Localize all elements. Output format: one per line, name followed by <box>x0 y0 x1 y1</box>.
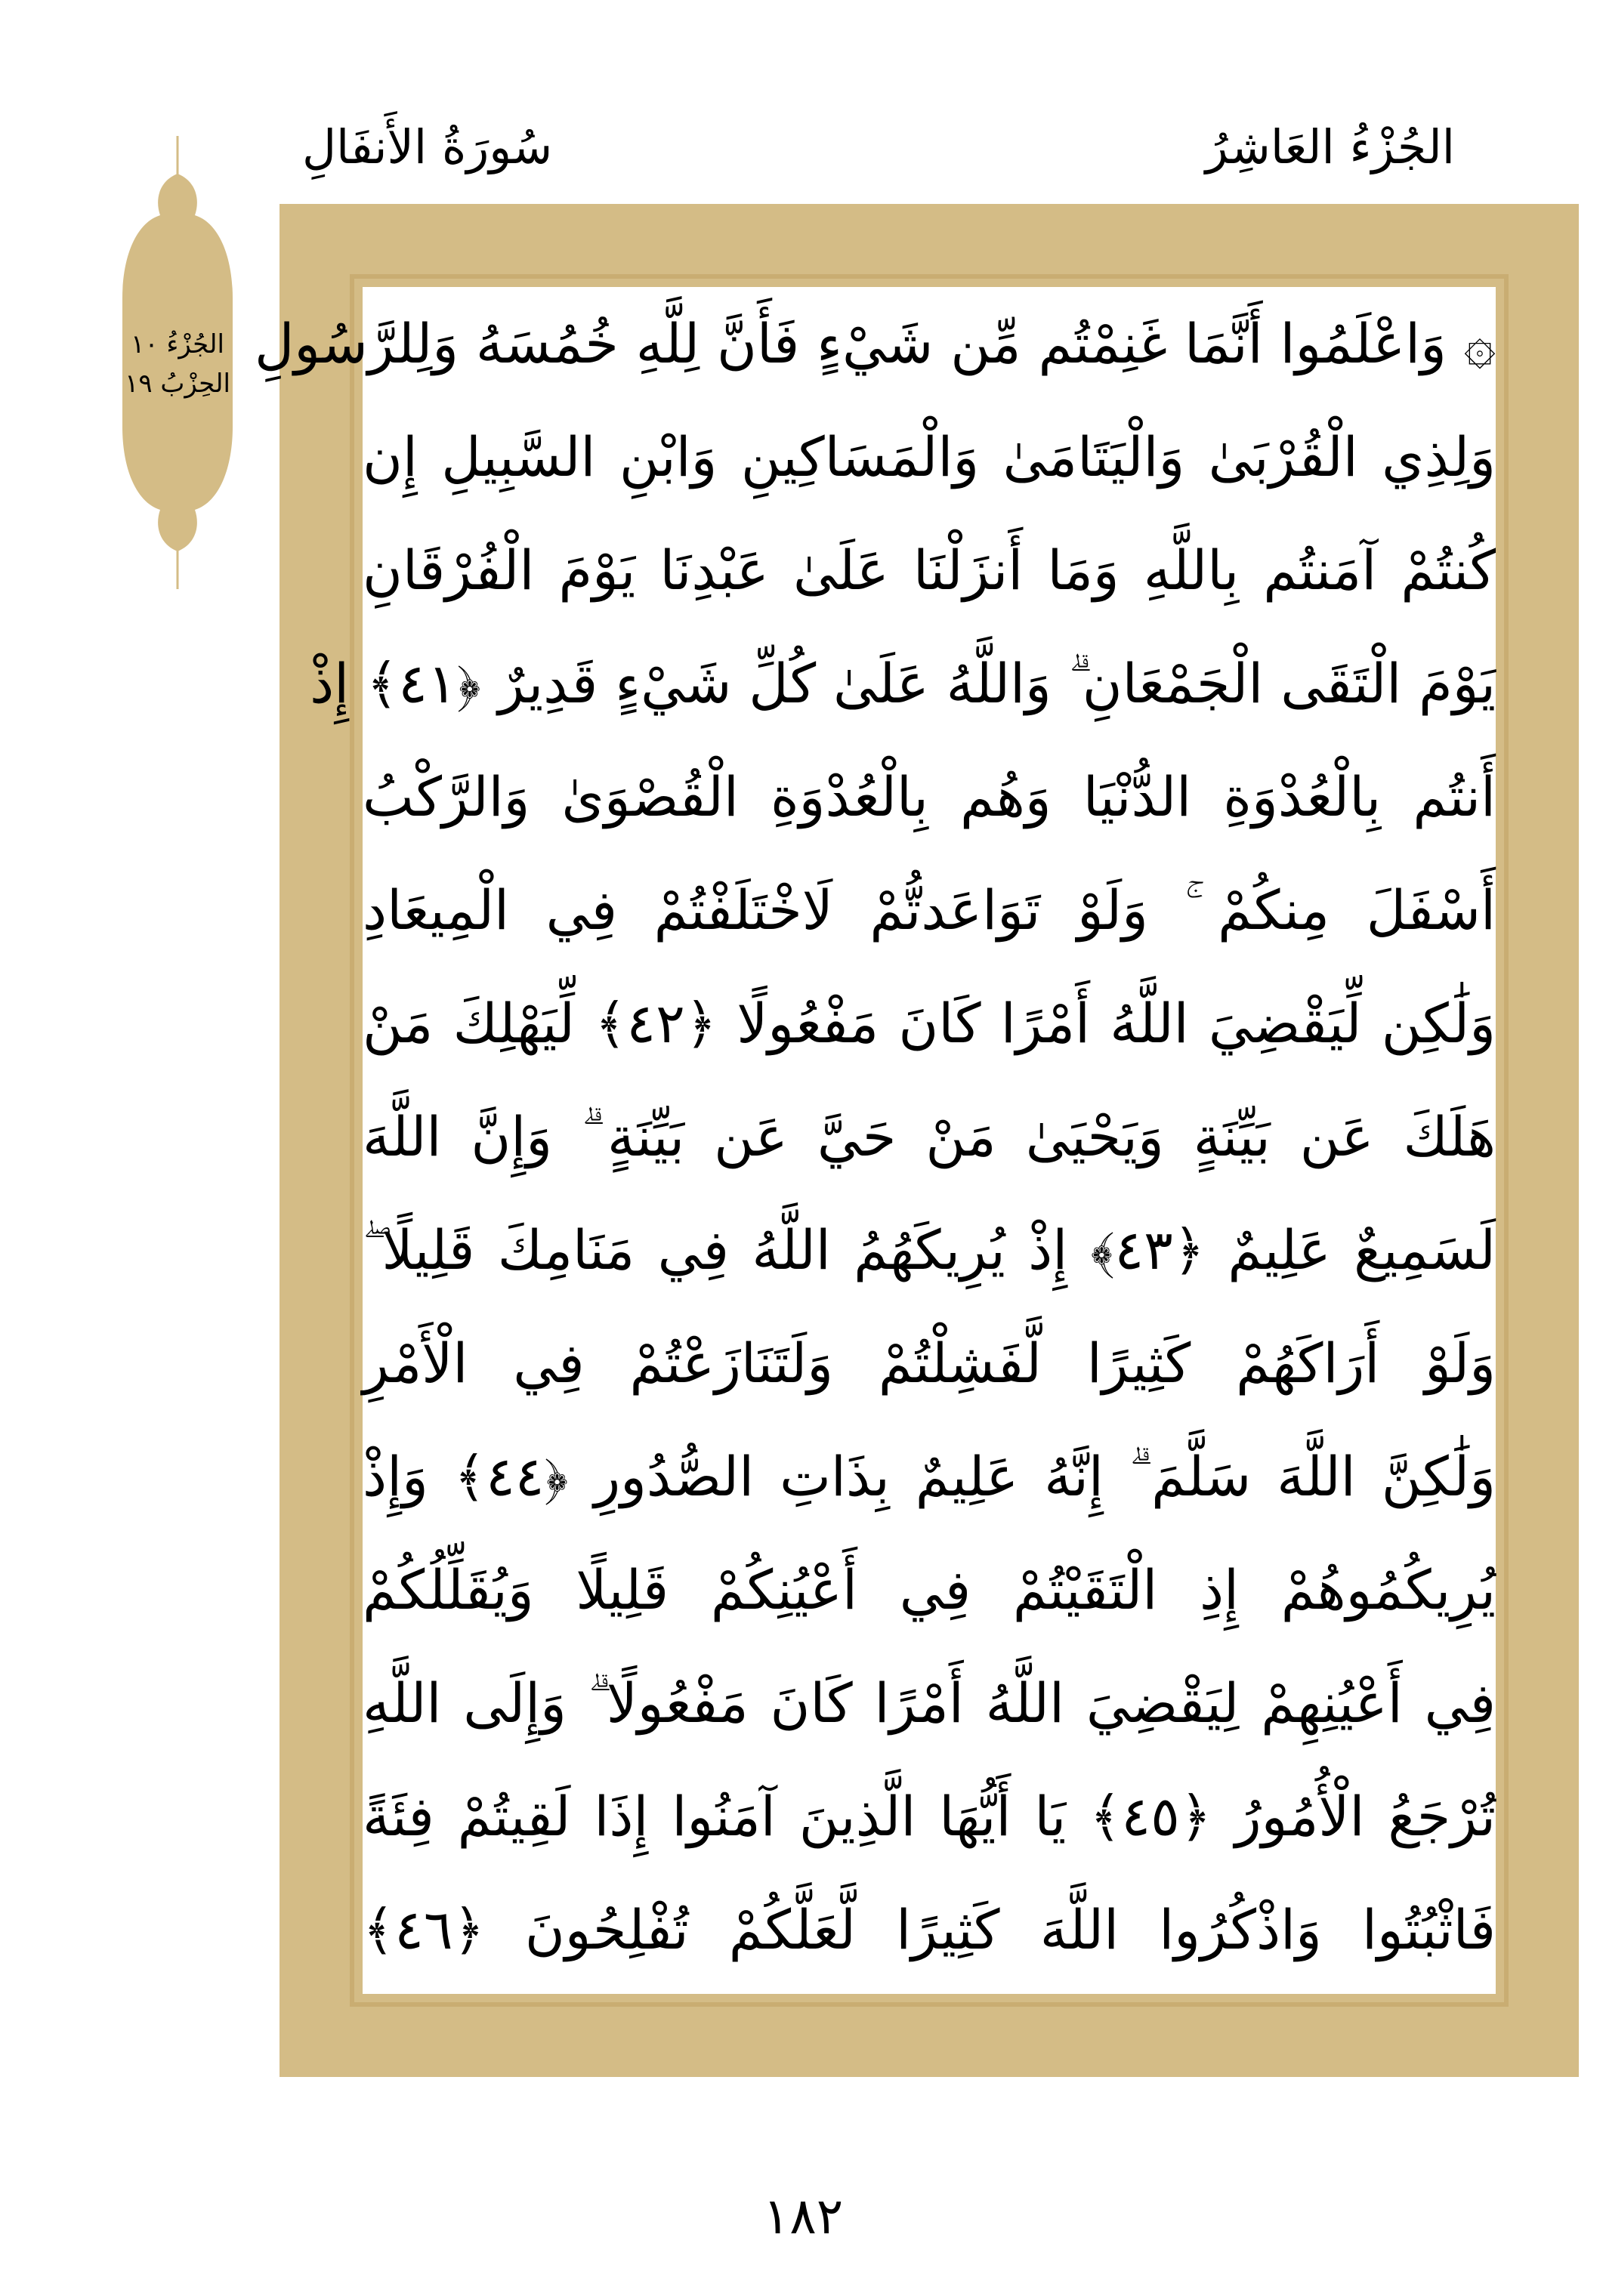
juz-hizb-label <box>113 325 242 403</box>
quran-text-block <box>254 287 1496 1994</box>
surah-title: سُورَةُ الأَنفَالِ <box>302 119 553 174</box>
text-line: أَنتُم بِالْعُدْوَةِ الدُّنْيَا وَهُم بِالْعُدْوَةِ الْقُصْوَىٰ وَالرَّكْبُ <box>363 765 1496 829</box>
text-line: هَلَكَ عَن بَيِّنَةٍ وَيَحْيَىٰ مَنْ حَيَّ عَن بَيِّنَةٍ ۗ وَإِنَّ اللَّهَ <box>363 1105 1496 1168</box>
text-line: وَلَٰكِنَّ اللَّهَ سَلَّمَ ۗ إِنَّهُ عَلِيمٌ بِذَاتِ الصُّدُورِ ﴿٤٤﴾ وَإِذْ <box>363 1445 1496 1508</box>
juz-title: الجُزْءُ العَاشِرُ <box>1205 119 1455 174</box>
text-line: تُرْجَعُ الْأُمُورُ ﴿٤٥﴾ يَا أَيُّهَا الَّذِينَ آمَنُوا إِذَا لَقِيتُمْ فِئَةً <box>363 1785 1496 1848</box>
text-line: أَسْفَلَ مِنكُمْ ۚ وَلَوْ تَوَاعَدتُّمْ لَاخْتَلَفْتُمْ فِي الْمِيعَادِ <box>363 878 1496 942</box>
text-line: فِي أَعْيُنِهِمْ لِيَقْضِيَ اللَّهُ أَمْرًا كَانَ مَفْعُولًا ۗ وَإِلَى اللَّهِ <box>363 1671 1496 1735</box>
text-line: لَسَمِيعٌ عَلِيمٌ ﴿٤٣﴾ إِذْ يُرِيكَهُمُ اللَّهُ فِي مَنَامِكَ قَلِيلًا ۖ <box>363 1218 1496 1282</box>
text-line: وَلَوْ أَرَاكَهُمْ كَثِيرًا لَّفَشِلْتُمْ وَلَتَنَازَعْتُمْ فِي الْأَمْرِ <box>363 1332 1496 1395</box>
text-line: يَوْمَ الْتَقَى الْجَمْعَانِ ۗ وَاللَّهُ عَلَىٰ كُلِّ شَيْءٍ قَدِيرٌ ﴿٤١﴾ إِذْ <box>310 652 1496 715</box>
page-number: ١٨٢ <box>762 2187 844 2245</box>
text-line: وَلِذِي الْقُرْبَىٰ وَالْيَتَامَىٰ وَالْمَسَاكِينِ وَابْنِ السَّبِيلِ إِن <box>363 425 1496 489</box>
text-line: ۞ وَاعْلَمُوا أَنَّمَا غَنِمْتُم مِّن شَيْءٍ فَأَنَّ لِلَّهِ خُمُسَهُ وَلِلرَّسُولِ <box>254 312 1496 375</box>
text-line: كُنتُمْ آمَنتُم بِاللَّهِ وَمَا أَنزَلْنَا عَلَىٰ عَبْدِنَا يَوْمَ الْفُرْقَانِ <box>363 539 1496 602</box>
juz-label: الجُزْءُ ١٠ <box>131 329 224 360</box>
text-line: فَاثْبُتُوا وَاذْكُرُوا اللَّهَ كَثِيرًا لَّعَلَّكُمْ تُفْلِحُونَ ﴿٤٦﴾ <box>363 1898 1496 1961</box>
text-line: وَلَٰكِن لِّيَقْضِيَ اللَّهُ أَمْرًا كَانَ مَفْعُولًا ﴿٤٢﴾ لِّيَهْلِكَ مَنْ <box>363 992 1496 1055</box>
hizb-label: الحِزْبُ ١٩ <box>125 369 230 399</box>
text-line: يُرِيكُمُوهُمْ إِذِ الْتَقَيْتُمْ فِي أَعْيُنِكُمْ قَلِيلًا وَيُقَلِّلُكُمْ <box>363 1558 1496 1622</box>
